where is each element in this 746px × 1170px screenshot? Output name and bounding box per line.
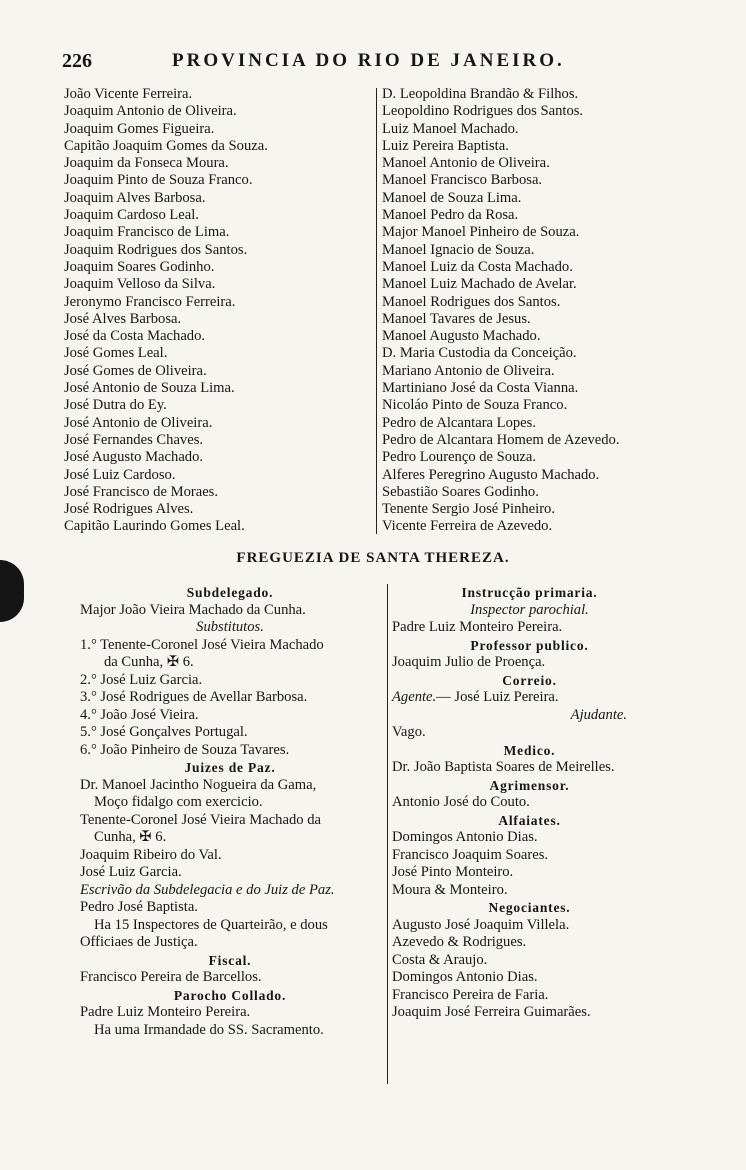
substitute-item: 5.° José Gonçalves Portugal. [80, 724, 248, 740]
agrimensor-heading: Agrimensor. [489, 777, 570, 793]
substitute-item: 1.° Tenente-Coronel José Vieira Machado [80, 636, 324, 653]
parocho-heading: Parocho Collado. [173, 987, 287, 1003]
top-left-list [64, 86, 268, 536]
medico-name: Dr. João Baptista Soares de Meirelles. [392, 759, 615, 775]
correio-heading: Correio. [502, 672, 557, 688]
list-item: José Luiz Cardoso. [64, 466, 176, 483]
list-item: Alferes Peregrino Augusto Machado. [382, 466, 600, 483]
subdelegado-heading: Subdelegado. [186, 585, 274, 600]
irmandade-text: Ha uma Irmandade do SS. Sacramento. [94, 1021, 324, 1038]
list-item: Joaquim Cardoso Leal. [64, 207, 199, 224]
list-item: Luiz Manoel Machado. [382, 120, 519, 137]
list-item: Manoel Pedro da Rosa. [382, 207, 519, 224]
ajudante-label: Ajudante. [570, 706, 627, 723]
list-item: José Gomes Leal. [64, 345, 168, 362]
ajudante-name: Vago. [392, 724, 426, 740]
agrimensor-name: Antonio José do Couto. [392, 794, 530, 810]
subdelegado-name: Major João Vieira Machado da Cunha. [80, 601, 306, 618]
list-item: Francisco Joaquim Soares. [392, 846, 549, 863]
list-item: Manoel Tavares de Jesus. [382, 310, 531, 327]
list-item: Jeronymo Francisco Ferreira. [64, 293, 236, 310]
parocho-name: Padre Luiz Monteiro Pereira. [80, 1004, 251, 1020]
list-item: Manoel Antonio de Oliveira. [382, 155, 550, 172]
section-title: FREGUEZIA DE SANTA THEREZA. [236, 550, 510, 566]
inspector-name: Padre Luiz Monteiro Pereira. [392, 619, 563, 635]
list-item: Manoel Ignacio de Souza. [382, 241, 535, 258]
list-item: Joaquim Velloso da Silva. [64, 276, 216, 293]
list-item: Pedro Lourenço de Souza. [382, 449, 536, 466]
list-item: Augusto José Joaquim Villela. [392, 916, 570, 933]
juiz-item-cont: Cunha, ✠ 6. [94, 829, 167, 845]
substitute-item: 2.° José Luiz Garcia. [80, 671, 203, 688]
list-item: Domingos Antonio Dias. [392, 829, 538, 845]
negociantes-heading: Negociantes. [488, 900, 571, 915]
list-item: Pedro de Alcantara Homem de Azevedo. [382, 431, 620, 448]
list-item: Joaquim da Fonseca Moura. [64, 155, 229, 172]
list-item: Manoel Rodrigues dos Santos. [382, 293, 561, 310]
escrivao-name: Pedro José Baptista. [80, 899, 198, 915]
list-item: Martiniano José da Costa Vianna. [382, 380, 579, 397]
list-item: João Vicente Ferreira. [64, 86, 193, 102]
inspectores-text-cont: Officiaes de Justiça. [80, 934, 198, 950]
juiz-item: Joaquim Ribeiro do Val. [80, 846, 222, 863]
list-item: Joaquim Alves Barbosa. [64, 189, 206, 206]
top-right-list [382, 86, 619, 536]
list-item: Azevedo & Rodrigues. [392, 934, 527, 950]
list-item: José da Costa Machado. [64, 328, 206, 345]
list-item: Joaquim José Ferreira Guimarães. [392, 1004, 591, 1020]
agente-label: Agente. [392, 689, 437, 705]
list-item: Domingos Antonio Dias. [392, 969, 538, 985]
list-item: Joaquim Soares Godinho. [64, 258, 215, 275]
juizes-heading: Juizes de Paz. [184, 760, 276, 775]
juiz-item-cont: Moço fidalgo com exercicio. [94, 794, 263, 810]
professor-heading: Professor publico. [470, 637, 589, 653]
fiscal-name: Francisco Pereira de Barcellos. [80, 969, 262, 985]
list-item: José Alves Barbosa. [64, 310, 182, 327]
escrivao-label: Escrivão da Subdelegacia e do Juiz de Paz. [80, 881, 335, 898]
inspector-label: Inspector parochial. [470, 601, 589, 618]
list-item: Vicente Ferreira de Azevedo. [382, 518, 553, 535]
instrucao-heading: Instrucção primaria. [461, 585, 598, 600]
page-number: 226 [62, 50, 92, 72]
list-item: José Francisco de Moraes. [64, 483, 219, 500]
list-item: Sebastião Soares Godinho. [382, 483, 539, 500]
list-item: Manoel de Souza Lima. [382, 189, 522, 206]
list-item: Major Manoel Pinheiro de Souza. [382, 224, 580, 241]
page-header [62, 48, 702, 74]
list-item: Capitão Laurindo Gomes Leal. [64, 518, 245, 535]
professor-name: Joaquim Julio de Proença. [392, 654, 546, 670]
list-item: Manoel Francisco Barbosa. [382, 172, 543, 189]
list-item: Costa & Araujo. [392, 951, 488, 968]
list-item: Manoel Luiz da Costa Machado. [382, 258, 573, 275]
substitute-item: 3.° José Rodrigues de Avellar Barbosa. [80, 689, 308, 705]
agente-name: — José Luiz Pereira. [436, 689, 559, 705]
binding-shadow [0, 560, 24, 622]
list-item: Moura & Monteiro. [392, 881, 508, 898]
list-item: Joaquim Antonio de Oliveira. [64, 103, 237, 120]
list-item: Joaquim Gomes Figueira. [64, 120, 215, 137]
juiz-item: Tenente-Coronel José Vieira Machado da [80, 811, 321, 828]
list-item: Tenente Sergio José Pinheiro. [382, 501, 555, 518]
juiz-item: José Luiz Garcia. [80, 864, 182, 880]
list-item: D. Maria Custodia da Conceição. [382, 345, 577, 362]
substitute-item: 6.° João Pinheiro de Souza Tavares. [80, 741, 290, 758]
medico-heading: Medico. [503, 742, 556, 758]
list-item: Joaquim Rodrigues dos Santos. [64, 241, 248, 258]
running-title: PROVINCIA DO RIO DE JANEIRO. [172, 50, 565, 71]
list-item: Luiz Pereira Baptista. [382, 137, 509, 154]
list-item: Joaquim Francisco de Lima. [64, 224, 230, 241]
substitute-item: 4.° João José Vieira. [80, 706, 199, 723]
fiscal-heading: Fiscal. [208, 952, 252, 968]
list-item: Mariano Antonio de Oliveira. [382, 362, 555, 379]
inspectores-text: Ha 15 Inspectores de Quarteirão, e dous [94, 916, 328, 933]
lower-right-column [392, 584, 667, 1022]
agente-line [392, 689, 667, 707]
list-item: José Augusto Machado. [64, 449, 204, 466]
list-item: José Rodrigues Alves. [64, 501, 194, 518]
list-item: Manoel Augusto Machado. [382, 328, 541, 345]
column-divider-top [376, 88, 377, 534]
juiz-item: Dr. Manoel Jacintho Nogueira da Gama, [80, 776, 317, 793]
list-item: José Gomes de Oliveira. [64, 362, 207, 379]
list-item: José Fernandes Chaves. [64, 431, 204, 448]
column-divider-bottom [387, 584, 388, 1084]
list-item: Francisco Pereira de Faria. [392, 986, 549, 1003]
lower-left-column [80, 584, 380, 1039]
list-item: José Pinto Monteiro. [392, 864, 514, 880]
list-item: Leopoldino Rodrigues dos Santos. [382, 103, 584, 120]
list-item: José Antonio de Oliveira. [64, 414, 213, 431]
list-item: Capitão Joaquim Gomes da Souza. [64, 137, 268, 154]
list-item: Manoel Luiz Machado de Avelar. [382, 276, 577, 293]
alfaiates-heading: Alfaiates. [498, 812, 561, 828]
list-item: Pedro de Alcantara Lopes. [382, 414, 536, 431]
list-item: D. Leopoldina Brandão & Filhos. [382, 86, 579, 102]
list-item: José Antonio de Souza Lima. [64, 380, 235, 397]
substitutos-heading: Substitutos. [196, 619, 264, 635]
list-item: Nicoláo Pinto de Souza Franco. [382, 397, 568, 414]
list-item: José Dutra do Ey. [64, 397, 167, 414]
list-item: Joaquim Pinto de Souza Franco. [64, 172, 253, 189]
substitute-item-cont: da Cunha, ✠ 6. [104, 654, 194, 670]
